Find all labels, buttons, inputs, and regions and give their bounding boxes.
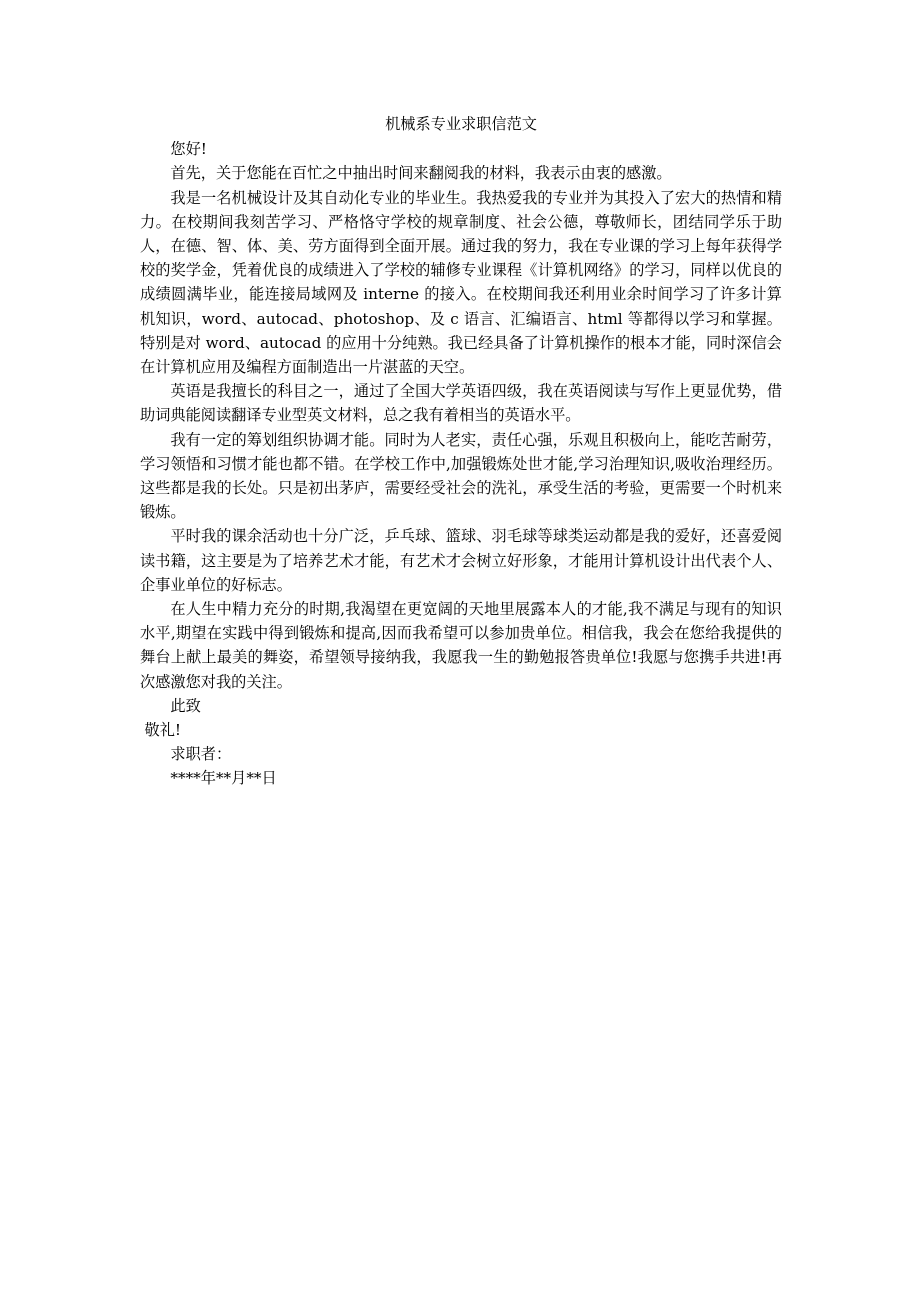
paragraph-intro: 首先，关于您能在百忙之中抽出时间来翻阅我的材料，我表示由衷的感激。 <box>170 164 672 183</box>
signature-label: 求职者： <box>170 745 232 764</box>
paragraph-hobbies: 平时我的课余活动也十分广泛，乒乓球、篮球、羽毛球等球类运动都是我的爱好，还喜爱阅读书籍，这主要是为了培养艺术才能，有艺术才会树立好形象，才能用计算机设计出代表个人、企事业单位的好标志。 <box>140 527 782 594</box>
paragraph-background: 我是一名机械设计及其自动化专业的毕业生。我热爱我的专业并为其投入了宏大的热情和精力。在校期间我刻苦学习、严格恪守学校的规章制度、社会公德，尊敬师长，团结同学乐于助人，在德、智、体、美、劳方面得到全面开展。通过我的努力，我在专业课的学习上每年获得学校的奖学金，凭着优良的成绩进入了学校的辅修专业课程《计算机网络》的学习，同样以优良的成绩圆满毕业，能连接局域网及 interne 的接入。在校期间我还利用业余时间学习了许多计算机知识，word、autocad、photoshop、及 c 语言、汇编语言、html 等都得以学习和掌握。特别是对 word、autocad 的应用十分纯熟。我已经具备了计算机操作的根本才能，同时深信会在计算机应用及编程方面制造出一片湛蓝的天空。 <box>140 188 782 377</box>
greeting: 您好! <box>170 140 207 159</box>
paragraph-conclusion: 在人生中精力充分的时期,我渴望在更宽阔的天地里展露本人的才能,我不满足与现有的知识水平,期望在实践中得到锻炼和提高,因而我希望可以参加贵单位。相信我，我会在您给我提供的舞台上献上最美的舞姿，希望领导接纳我，我愿我一生的勤勉报答贵单位!我愿与您携手共进!再次感激您对我的关注。 <box>140 600 782 691</box>
letter-page <box>140 112 782 791</box>
date-line: ****年**月**日 <box>170 769 277 788</box>
document-title: 机械系专业求职信范文 <box>385 115 537 133</box>
paragraph-english: 英语是我擅长的科目之一，通过了全国大学英语四级，我在英语阅读与写作上更显优势，借助词典能阅读翻译专业型英文材料，总之我有着相当的英语水平。 <box>140 382 782 425</box>
paragraph-abilities: 我有一定的筹划组织协调才能。同时为人老实，责任心强，乐观且积极向上，能吃苦耐劳，学习领悟和习惯才能也都不错。在学校工作中,加强锻炼处世才能,学习治理知识,吸收治理经历。这些都是我的长处。只是初出茅庐，需要经受社会的洗礼，承受生活的考验，更需要一个时机来锻炼。 <box>140 430 782 522</box>
closing: 此致 <box>170 696 201 715</box>
salute: 敬礼! <box>144 721 182 740</box>
